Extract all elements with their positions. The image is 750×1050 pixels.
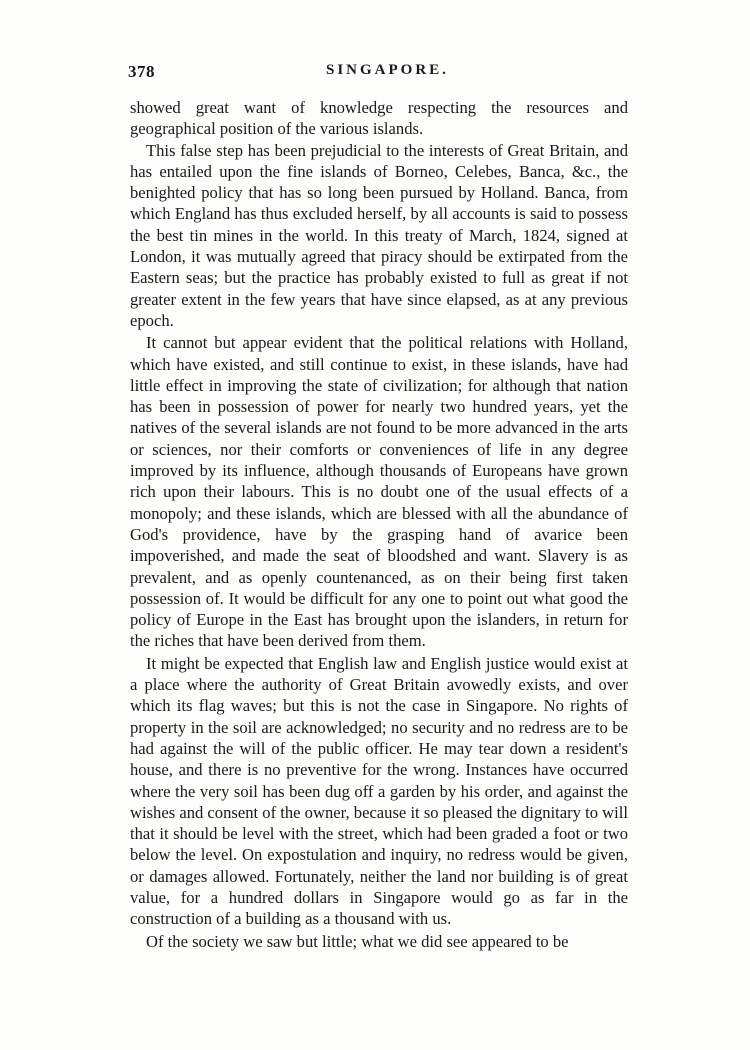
running-title: SINGAPORE. xyxy=(326,62,449,78)
paragraph-3: It cannot but appear evident that the political relations with Holland, which have existed, and still continue to exist, in these islands, have had little effect in improving the state of civilization; for although that nation has been in possession of power for nearly two hundred years, yet the natives of the several islands are not found to be more advanced in the arts or sciences, nor their comforts or conveniences of life in any degree improved by its influence, although thousands of Europeans have grown rich upon their labours. This is no doubt one of the usual effects of a monopoly; and these islands, which are blessed with all the abundance of God's providence, have by the grasping hand of avarice been impoverished, and made the seat of bloodshed and want. Slavery is as prevalent, and as openly countenanced, as on their being first taken possession of. It would be difficult for any one to point out what good the policy of Europe in the East has brought upon the islanders, in return for the riches that have been derived from them. xyxy=(130,333,628,651)
paragraph-1: showed great want of knowledge respecting the resources and geographical position of the various islands. xyxy=(130,98,628,139)
paragraph-2: This false step has been prejudicial to the interests of Great Britain, and has entailed upon the fine islands of Borneo, Celebes, Banca, &c., the benighted policy that has so long been pursued by Holland. Banca, from which England has thus excluded herself, by all accounts is said to possess the best tin mines in the world. In this treaty of March, 1824, signed at London, it was mutually agreed that piracy should be extirpated from the Eastern seas; but the practice has probably existed to full as great if not greater extent in the few years that have since elapsed, as at any previous epoch. xyxy=(130,140,628,330)
paragraph-4: It might be expected that English law and English justice would exist at a place where the authority of Great Britain avowedly exists, and over which its flag waves; but this is not the case in Singapore. No rights of property in the soil are acknowledged; no security and no redress are to be had against the will of the public officer. He may tear down a resident's house, and there is no preventive for the wrong. Instances have occurred where the very soil has been dug off a garden by his order, and against the wishes and consent of the owner, because it so pleased the dignitary to will that it should be level with the street, which had been graded a foot or two below the level. On expostulation and inquiry, no redress would be given, or damages allowed. Fortunately, neither the land nor building is of great value, for a hundred dollars in Singapore would go as far in the construction of a building as a thousand with us. xyxy=(130,653,628,929)
page-header xyxy=(128,62,628,86)
page-number: 378 xyxy=(128,62,155,81)
paragraph-5: Of the society we saw but little; what we did see appeared to be xyxy=(146,931,569,951)
body-text xyxy=(130,97,628,952)
